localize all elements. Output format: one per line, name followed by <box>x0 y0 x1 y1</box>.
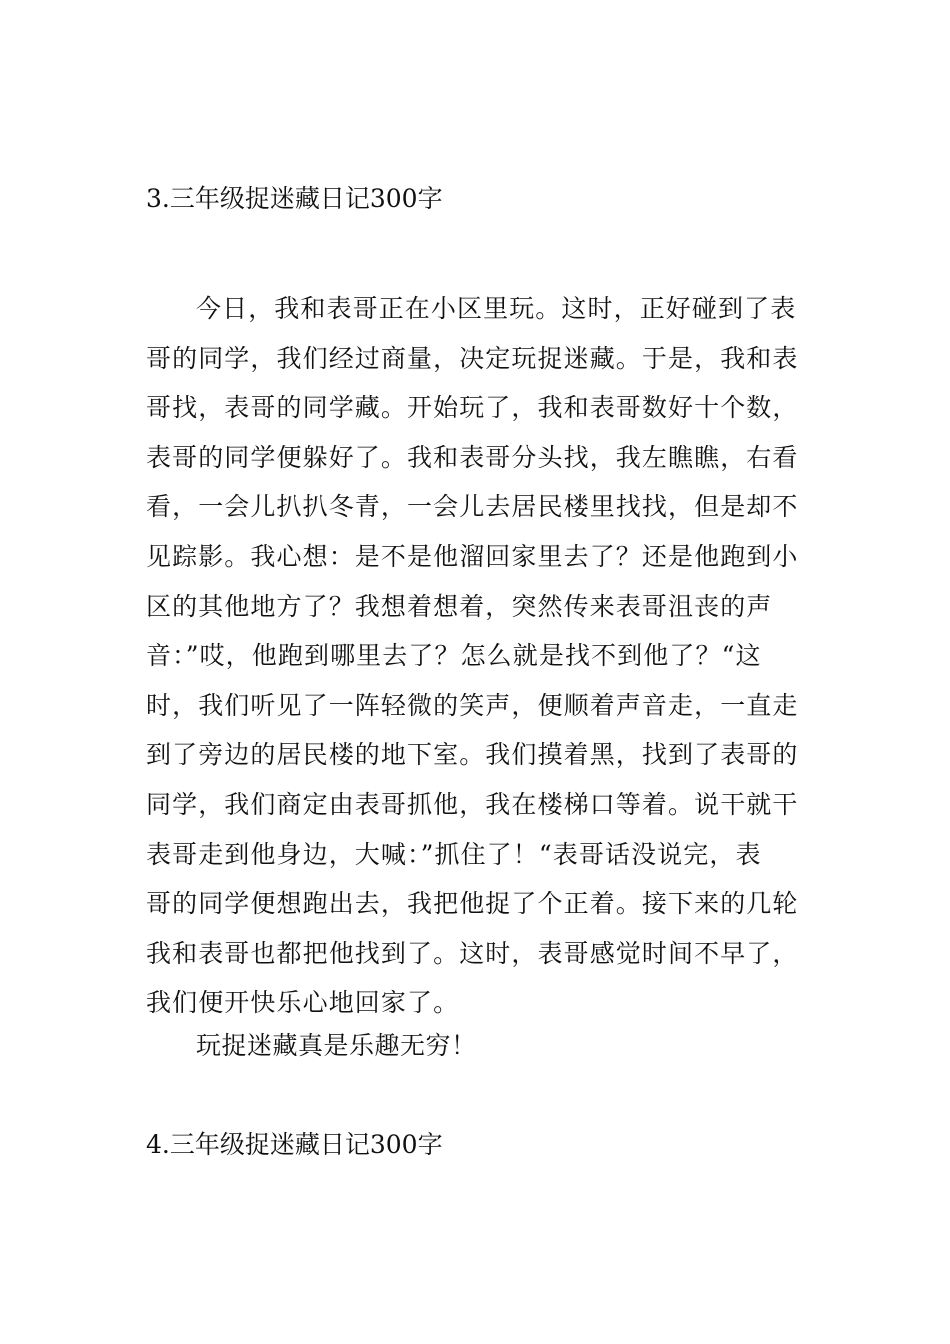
paragraph-line: 同学，我们商定由表哥抓他，我在楼梯口等着。说干就干 <box>146 789 799 819</box>
paragraph-line: 我们便开快乐心地回家了。 <box>146 988 460 1018</box>
closing-paragraph: 玩捉迷藏真是乐趣无穷！ <box>196 1031 477 1060</box>
section-3-title: 3.三年级捉迷藏日记300字 <box>146 184 443 213</box>
paragraph-line: 表哥走到他身边，大喊：”抓住了！“表哥话没说完，表 <box>146 839 762 869</box>
paragraph-line: 今日，我和表哥正在小区里玩。这时，正好碰到了表 <box>196 294 797 323</box>
diary-paragraph <box>146 284 816 1028</box>
paragraph-line: 表哥的同学便躲好了。我和表哥分头找，我左瞧瞧，右看 <box>146 442 799 472</box>
paragraph-line: 看，一会儿扒扒冬青，一会儿去居民楼里找找，但是却不 <box>146 492 799 522</box>
paragraph-line: 哥的同学，我们经过商量，决定玩捉迷藏。于是，我和表 <box>146 343 799 373</box>
paragraph-line: 时，我们听见了一阵轻微的笑声，便顺着声音走，一直走 <box>146 690 799 720</box>
section-4-title: 4.三年级捉迷藏日记300字 <box>146 1130 443 1159</box>
paragraph-line: 音：”哎，他跑到哪里去了？怎么就是找不到他了？“这 <box>146 641 762 671</box>
paragraph-line: 哥找，表哥的同学藏。开始玩了，我和表哥数好十个数， <box>146 393 799 423</box>
paragraph-line: 区的其他地方了？我想着想着，突然传来表哥沮丧的声 <box>146 591 773 621</box>
paragraph-line: 哥的同学便想跑出去，我把他捉了个正着。接下来的几轮 <box>146 889 799 919</box>
paragraph-line: 见踪影。我心想：是不是他溜回家里去了？还是他跑到小 <box>146 541 799 571</box>
paragraph-line: 我和表哥也都把他找到了。这时，表哥感觉时间不早了， <box>146 938 799 968</box>
paragraph-line: 到了旁边的居民楼的地下室。我们摸着黑，找到了表哥的 <box>146 740 799 770</box>
